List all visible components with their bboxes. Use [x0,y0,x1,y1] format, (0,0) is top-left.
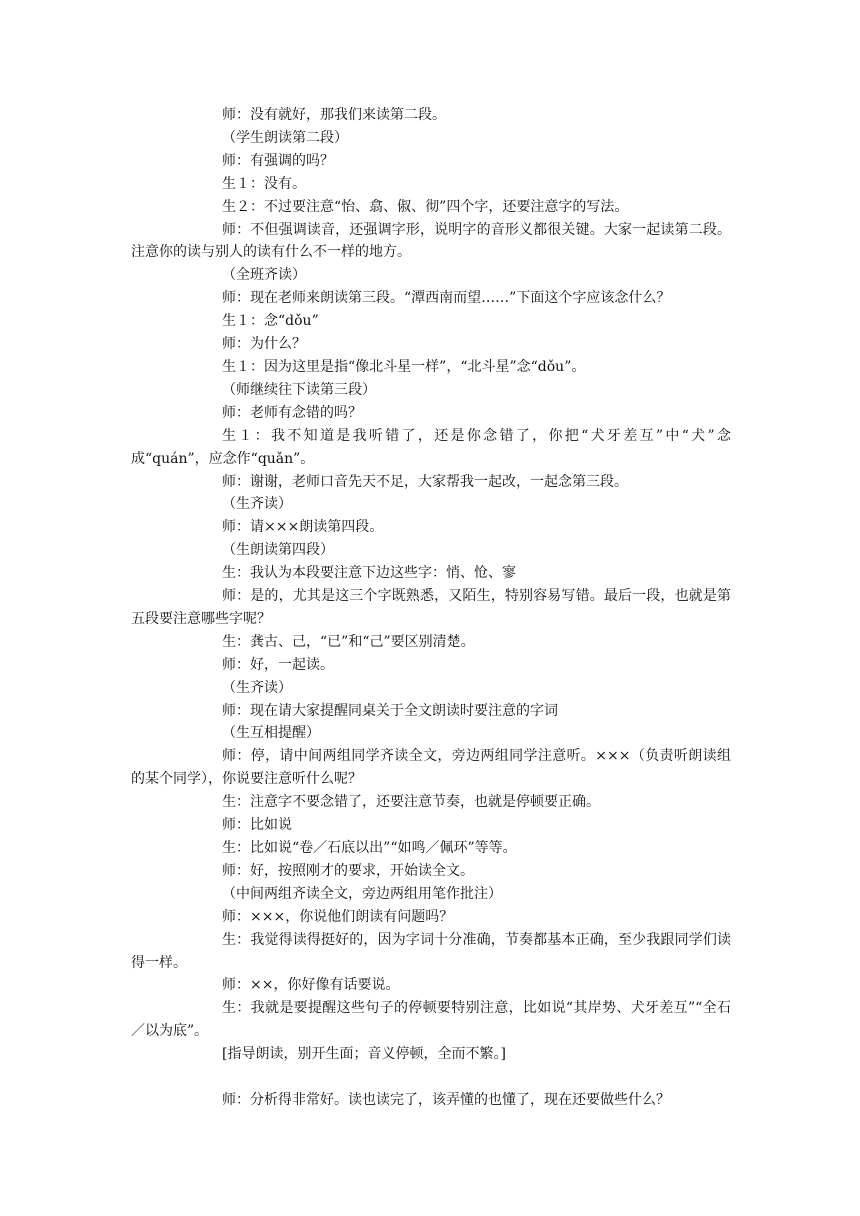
paragraph: （生互相提醒） [222,725,320,742]
paragraph: 生１：没有。 [222,175,306,192]
paragraph: 生１：我不知道是我听错了，还是你念错了，你把“犬牙差互”中“犬”念成“quán”，应念作“quǎn”。 [131,427,731,467]
paragraph: （生齐读） [222,679,292,696]
paragraph: 师：好，一起读。 [222,656,334,673]
paragraph: 生：比如说“卷／石底以出”“如鸣／佩环”等等。 [222,840,517,856]
paragraph: （全班齐读） [222,267,306,284]
paragraph: 生：龚古、己，“已”和“己”要区别清楚。 [222,633,475,650]
paragraph: 生２：不过要注意“怡、翕、俶、彻”四个字，还要注意字的写法。 [222,198,629,215]
paragraph: 师：老师有念错的吗？ [222,404,362,421]
paragraph: （生齐读） [222,496,292,513]
paragraph: 师：有强调的吗？ [222,152,334,169]
paragraph: 师：现在老师来朗读第三段。“潭西南而望……”下面这个字应该念什么？ [222,290,671,307]
paragraph: 师：不但强调读音，还强调字形，说明字的音形义都很关键。大家一起读第二段。注意你的读与别人的读有什么不一样的地方。 [131,221,731,261]
paragraph: 生：我认为本段要注意下边这些字：悄、怆、寥 [222,565,516,582]
paragraph: 师：是的，尤其是这三个字既熟悉，又陌生，特别容易写错。最后一段，也就是第五段要注意哪些字呢？ [131,588,731,627]
paragraph: 师：××，你好像有话要说。 [222,977,400,994]
paragraph: （师继续往下读第三段） [222,381,376,398]
paragraph: 生：我觉得读得挺好的，因为字词十分准确，节奏都基本正确，至少我跟同学们读得一样。 [131,931,731,971]
paragraph: 师：谢谢，老师口音先天不足，大家帮我一起改，一起念第三段。 [222,473,628,490]
paragraph: （生朗读第四段） [222,542,334,559]
paragraph: 师：请×××朗读第四段。 [222,519,384,536]
paragraph: 生：我就是要提醒这些句子的停顿要特别注意，比如说“其岸势、犬牙差互”“全石／以为底”。 [131,1000,731,1040]
paragraph: 师：比如说 [222,817,292,834]
blank-line [131,1066,731,1089]
paragraph: 生１：念“dǒu” [222,313,319,330]
paragraph: 生１：因为这里是指“像北斗星一样”，“北斗星”念“dǒu”。 [222,358,586,375]
paragraph: 师：分析得非常好。读也读完了，该弄懂的也懂了，现在还要做些什么？ [222,1091,670,1108]
paragraph: 师：没有就好，那我们来读第二段。 [222,107,446,123]
paragraph: （学生朗读第二段） [222,129,348,146]
paragraph: [指导朗读，别开生面；音义停顿，全而不繁。] [222,1046,506,1063]
document-body [131,104,731,1112]
paragraph: 师：现在请大家提醒同桌关于全文朗读时要注意的字词 [222,702,558,719]
paragraph: 生：注意字不要念错了，还要注意节奏，也就是停顿要正确。 [222,794,600,811]
paragraph: 师：×××，你说他们朗读有问题吗？ [222,908,454,925]
paragraph: 师：好，按照刚才的要求，开始读全文。 [222,862,474,879]
paragraph: 师：为什么？ [222,336,306,353]
paragraph: 师：停，请中间两组同学齐读全文，旁边两组同学注意听。×××（负责听朗读组的某个同学），你说要注意听什么呢？ [131,748,731,788]
paragraph: （中间两组齐读全文，旁边两组用笔作批注） [222,885,502,902]
